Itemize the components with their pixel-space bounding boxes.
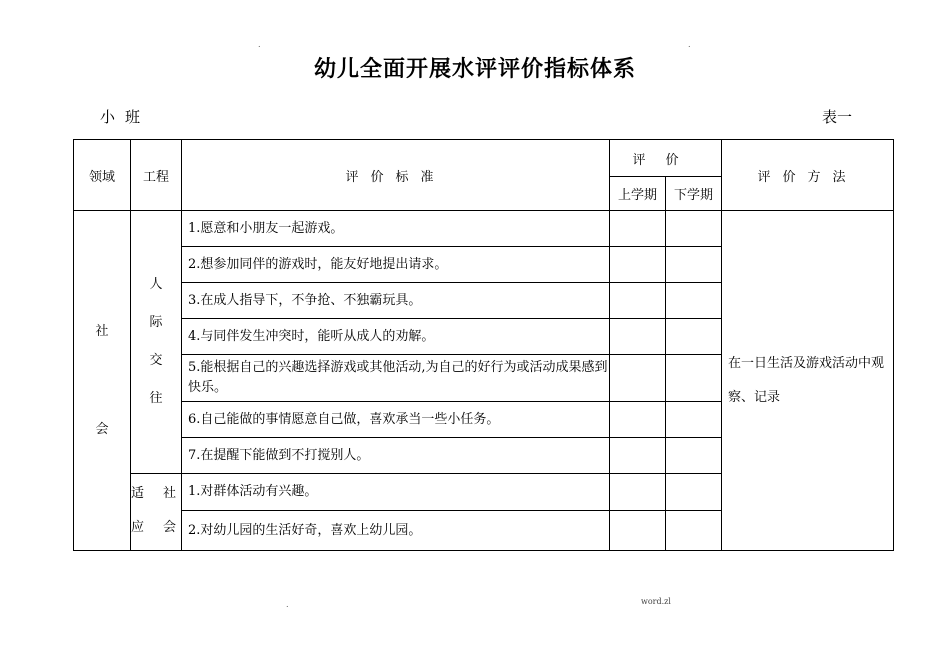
first-term-cell[interactable] (610, 438, 666, 474)
criteria-item: 2.想参加同伴的游戏时，能友好地提出请求。 (182, 247, 610, 283)
second-term-cell[interactable] (666, 319, 722, 355)
subitem-cell-social-adaptation (131, 474, 182, 551)
header-evaluation: 评价 (610, 140, 722, 177)
header-method: 评价方法 (722, 140, 894, 211)
subitem-char: 际 (149, 315, 163, 330)
footer-text: word.zl (641, 597, 671, 606)
second-term-cell[interactable] (666, 511, 722, 551)
scan-dot: . (688, 40, 691, 49)
criteria-item: 4.与同伴发生冲突时，能听从成人的劝解。 (182, 319, 610, 355)
criteria-item: 7.在提醒下能做到不打搅别人。 (182, 438, 610, 474)
subitem-char: 往 (149, 391, 163, 406)
evaluation-table (73, 139, 894, 551)
header-project: 工程 (131, 140, 182, 211)
domain-char: 社 (95, 323, 109, 339)
first-term-cell[interactable] (610, 319, 666, 355)
second-term-cell[interactable] (666, 283, 722, 319)
domain-cell-social (74, 211, 131, 551)
subitem-char: 社 (163, 486, 177, 501)
subitem-char: 人 (149, 277, 163, 292)
scan-dot: . (286, 600, 289, 609)
first-term-cell[interactable] (610, 511, 666, 551)
criteria-item: 6.自己能做的事情愿意自己做，喜欢承当一些小任务。 (182, 402, 610, 438)
subitem-char: 交 (149, 353, 163, 368)
first-term-cell[interactable] (610, 247, 666, 283)
header-first-term: 上学期 (610, 177, 666, 211)
first-term-cell[interactable] (610, 211, 666, 247)
first-term-cell[interactable] (610, 355, 666, 402)
criteria-item: 1.愿意和小朋友一起游戏。 (182, 211, 610, 247)
header-second-term: 下学期 (666, 177, 722, 211)
subitem-char: 适 (131, 486, 145, 501)
second-term-cell[interactable] (666, 247, 722, 283)
second-term-cell[interactable] (666, 474, 722, 511)
criteria-item: 3.在成人指导下，不争抢、不独霸玩具。 (182, 283, 610, 319)
criteria-item: 2.对幼儿园的生活好奇，喜欢上幼儿园。 (182, 511, 610, 551)
subitem-cell-interpersonal (131, 211, 182, 474)
page-title: 幼儿全面开展水评评价指标体系 (313, 57, 636, 82)
second-term-cell[interactable] (666, 402, 722, 438)
criteria-item: 5.能根据自己的兴趣选择游戏或其他活动,为自己的好行为或活动成果感到快乐。 (182, 355, 610, 402)
header-criteria: 评价标准 (182, 140, 610, 211)
header-domain: 领域 (74, 140, 131, 211)
second-term-cell[interactable] (666, 438, 722, 474)
subitem-char: 会 (163, 520, 177, 535)
method-cell: 在一日生活及游戏活动中观察、记录 (722, 211, 894, 551)
subitem-char: 应 (131, 520, 145, 535)
first-term-cell[interactable] (610, 402, 666, 438)
second-term-cell[interactable] (666, 355, 722, 402)
domain-char: 会 (95, 421, 109, 437)
first-term-cell[interactable] (610, 474, 666, 511)
table-number-label: 表一 (822, 108, 853, 126)
class-label: 小班 (100, 108, 151, 126)
scan-dot: . (258, 40, 261, 49)
criteria-item: 1.对群体活动有兴趣。 (182, 474, 610, 511)
first-term-cell[interactable] (610, 283, 666, 319)
second-term-cell[interactable] (666, 211, 722, 247)
